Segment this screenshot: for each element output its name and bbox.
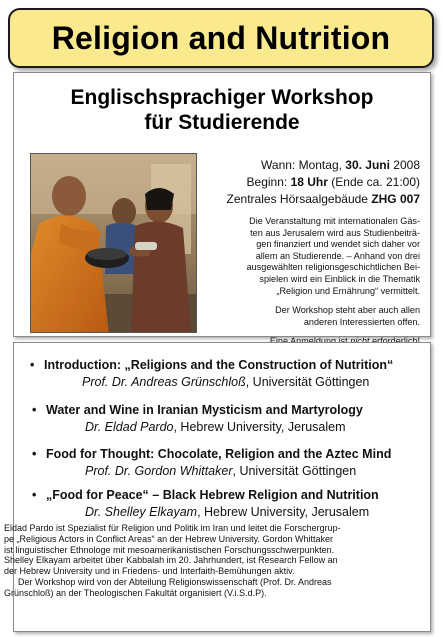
talk-item (0, 447, 443, 478)
bio-line: pe „Religious Actors in Conflict Areas“ an der Hebrew University. Gordon Whittaker (4, 533, 333, 544)
title-banner (8, 8, 434, 68)
description-line: ten aus Jerusalem wird aus Studienbeiträ- (250, 227, 420, 238)
speaker-name: Prof. Dr. Andreas Grünschloß (82, 375, 246, 389)
bullet: • (32, 403, 37, 417)
talk-speaker (0, 505, 443, 519)
bullet: • (32, 447, 37, 461)
talk-title (0, 488, 443, 502)
bio-line: ist linguistischer Ethnologe mit mesoamerikanistischen Forschungsschwerpunkten. (4, 544, 335, 555)
talk-item (0, 358, 443, 389)
speaker-name: Dr. Eldad Pardo (85, 420, 174, 434)
time-value: 18 Uhr (290, 175, 328, 189)
speaker-affiliation: , Universität Göttingen (232, 464, 357, 478)
date-year: 2008 (389, 158, 420, 172)
venue-label: Zentrales Hörsaalgebäude (226, 192, 372, 206)
talk-title (0, 358, 443, 372)
workshop-subtitle (14, 85, 430, 135)
description-line: Die Veranstaltung mit internationalen Gäs- (249, 216, 420, 226)
date-label: Wann: Montag, (261, 158, 346, 172)
description-line: allem an Studierende. – Anhand von drei (255, 250, 420, 261)
speaker-affiliation: , Hebrew University, Jerusalem (173, 420, 346, 434)
talk-title-text: Introduction: „Religions and the Construction of Nutrition“ (44, 358, 394, 372)
bio-line: Der Workshop wird von der Abteilung Religionswissenschaft (Prof. Dr. Andreas (18, 576, 332, 587)
description-line: gen finanziert und wendet sich daher vor (256, 239, 420, 250)
time-label: Beginn: (246, 175, 291, 189)
speaker-affiliation: , Hebrew University, Jerusalem (197, 505, 370, 519)
bullet: • (30, 358, 35, 372)
description-line: „Religion und Ernährung“ vermittelt. (276, 285, 420, 296)
talk-title-text: Water and Wine in Iranian Mysticism and Martyrology (46, 403, 363, 417)
bio-line: Eldad Pardo ist Spezialist für Religion und Politik im Iran und leitet die Forschergrup- (4, 523, 341, 533)
open-note-line: Der Workshop steht aber auch allen (275, 305, 420, 316)
page-title: Religion and Nutrition (51, 19, 391, 56)
bullet: • (32, 488, 37, 502)
bio-line: Grünschloß) an der Theologischen Fakultät organisiert (V.i.S.d.P). (4, 587, 267, 598)
open-note-line: anderen Interessierten offen. (303, 316, 420, 327)
event-info (210, 157, 420, 348)
open-note (210, 305, 420, 328)
date-value: 30. Juni (345, 158, 390, 172)
monk-photo-illustration (31, 154, 197, 333)
description-line: spielen wird ein Einblick in die Thematik (259, 273, 420, 284)
talk-title (0, 447, 443, 461)
talk-item (0, 488, 443, 519)
talk-speaker (0, 464, 443, 478)
talk-speaker (0, 420, 443, 434)
event-description (210, 216, 420, 297)
talk-title-text: „Food for Peace“ – Black Hebrew Religion and Nutrition (46, 488, 379, 502)
speaker-affiliation: , Universität Göttingen (245, 375, 370, 389)
subtitle-line-1: Englischsprachiger Workshop (70, 86, 374, 109)
speaker-name: Dr. Shelley Elkayam (85, 505, 198, 519)
event-venue (210, 191, 420, 208)
bio-line: Shelley Elkayam arbeitet über Kabbalah im 20. Jahrhundert, ist Research Fellow an (4, 555, 338, 566)
time-end: (Ende ca. 21:00) (327, 175, 420, 189)
event-time (210, 174, 420, 191)
talk-title (0, 403, 443, 417)
workshop-panel (13, 72, 431, 337)
bio-line: der Hebrew University und in Friedens- und Interfaith-Bemühungen aktiv. (4, 566, 295, 577)
talk-speaker (0, 375, 443, 389)
venue-room: ZHG 007 (371, 192, 420, 206)
speaker-bios (4, 523, 439, 599)
monk-photo (30, 153, 197, 333)
description-line: ausgewählten religionsgeschichtlichen Bei- (246, 262, 420, 273)
subtitle-line-2: für Studierende (144, 111, 300, 134)
event-date (210, 157, 420, 174)
talk-title-text: Food for Thought: Chocolate, Religion and the Aztec Mind (46, 447, 392, 461)
speaker-name: Prof. Dr. Gordon Whittaker (85, 464, 233, 478)
talk-item (0, 403, 443, 434)
